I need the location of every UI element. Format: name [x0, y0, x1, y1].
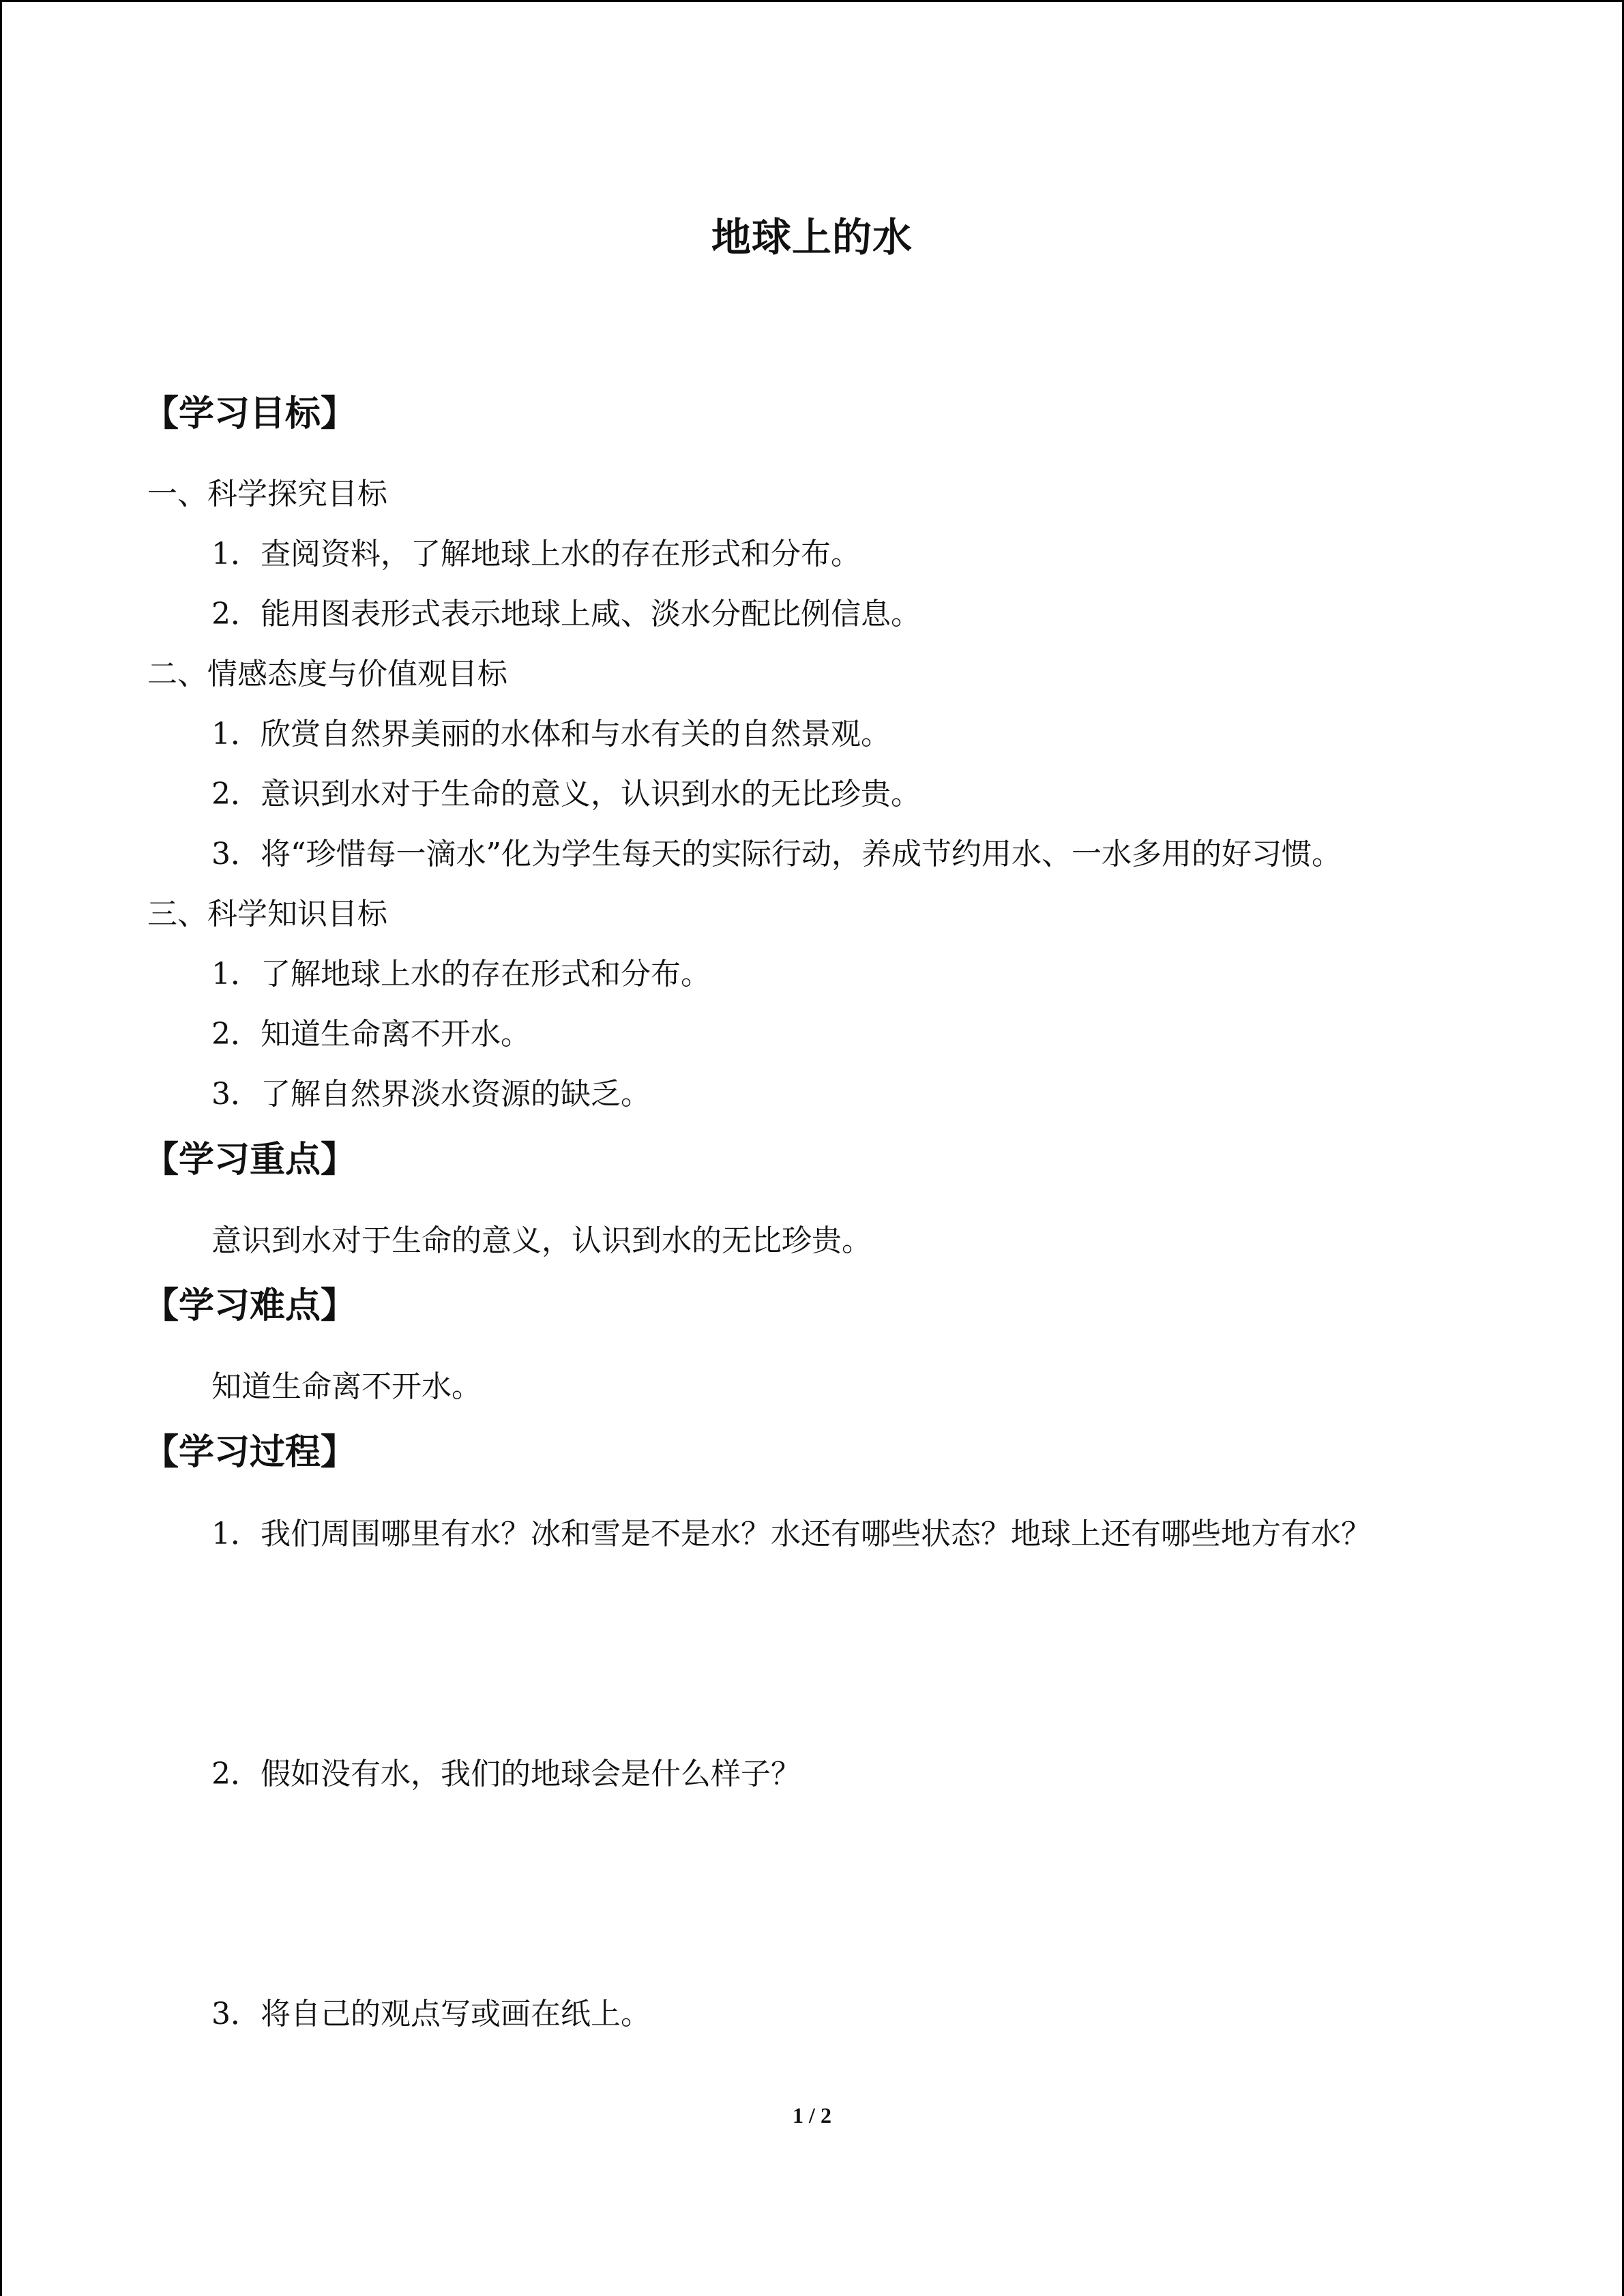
goal-item: 3．将“珍惜每一滴水”化为学生每天的实际行动，养成节约用水、一水多用的好习惯。 [211, 837, 1342, 871]
process-item: 2．假如没有水，我们的地球会是什么样子？ [211, 1757, 801, 1791]
process-heading: 【学习过程】 [143, 1432, 357, 1473]
goal-item: 1．查阅资料，了解地球上水的存在形式和分布。 [211, 537, 861, 571]
goal-item: 3．了解自然界淡水资源的缺乏。 [211, 1077, 651, 1112]
goal-item: 2．知道生命离不开水。 [211, 1017, 531, 1052]
key-point-heading: 【学习重点】 [143, 1139, 357, 1180]
goal-item: 1．欣赏自然界美丽的水体和与水有关的自然景观。 [211, 717, 891, 751]
process-item: 1．我们周围哪里有水？冰和雪是不是水？水还有哪些状态？地球上还有哪些地方有水？ [211, 1517, 1371, 1551]
document-title: 地球上的水 [711, 214, 913, 260]
goals-heading: 【学习目标】 [143, 393, 357, 434]
goal-group-label-knowledge: 三、科学知识目标 [147, 897, 387, 931]
goal-item: 2．意识到水对于生命的意义，认识到水的无比珍贵。 [211, 777, 921, 811]
goal-group-label-attitude: 二、情感态度与价值观目标 [147, 657, 507, 691]
difficulty-text: 知道生命离不开水。 [211, 1369, 482, 1404]
process-item: 3．将自己的观点写或画在纸上。 [211, 1997, 651, 2031]
goal-item: 1．了解地球上水的存在形式和分布。 [211, 957, 711, 992]
difficulty-heading: 【学习难点】 [143, 1285, 357, 1326]
key-point-text: 意识到水对于生命的意义，认识到水的无比珍贵。 [211, 1223, 872, 1258]
goal-item: 2．能用图表形式表示地球上咸、淡水分配比例信息。 [211, 597, 921, 631]
goal-group-label-inquiry: 一、科学探究目标 [147, 477, 387, 511]
page-number: 1 / 2 [793, 2103, 831, 2128]
